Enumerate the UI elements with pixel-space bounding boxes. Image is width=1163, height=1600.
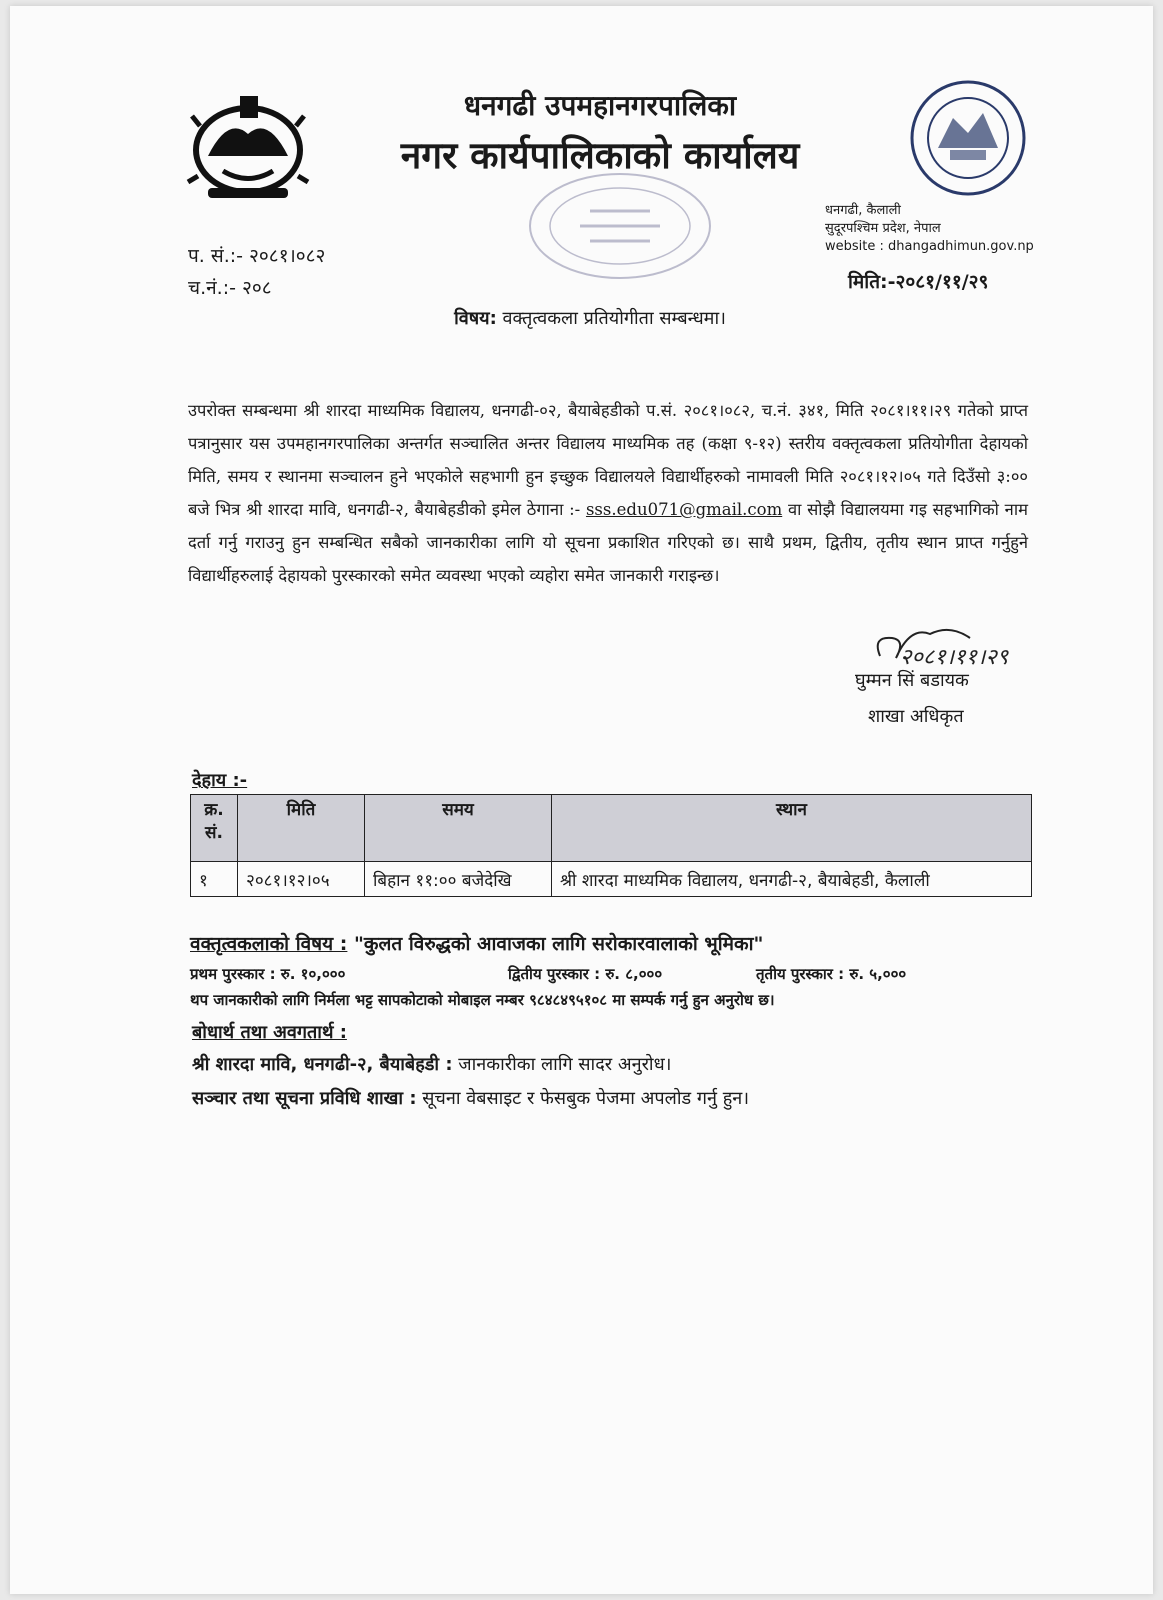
- signatory-name: घुम्मन सिं बडायक: [855, 670, 969, 691]
- col-venue: स्थान: [552, 795, 1032, 862]
- address-province: सुदूरपश्चिम प्रदेश, नेपाल: [825, 221, 941, 236]
- col-date: मिति: [238, 795, 365, 862]
- prize-first: प्रथम पुरस्कार : रु. १०,०००: [190, 965, 346, 983]
- subject-text: वक्तृत्वकला प्रतियोगीता सम्बन्धमा।: [502, 308, 726, 329]
- cell-time: बिहान ११:०० बजेदेखि: [365, 862, 552, 897]
- schedule-heading: देहाय :-: [192, 770, 248, 791]
- signatory-title: शाखा अधिकृत: [868, 706, 964, 727]
- office-name: नगर कार्यपालिकाको कार्यालय: [400, 134, 800, 177]
- contact-note: थप जानकारीको लागि निर्मला भट्ट सापकोटाको मोबाइल नम्बर ९८४८४९५१०८ मा सम्पर्क गर्नु हुन अनुरोध छ।: [190, 991, 775, 1009]
- address-city: धनगढी, कैलाली: [825, 203, 901, 218]
- handwritten-signature: [870, 616, 1070, 676]
- ref-number: प. सं.:- २०८१।०८२: [188, 245, 326, 267]
- subject-label: विषय:: [454, 308, 497, 329]
- office-address: [825, 202, 1034, 256]
- letter-page: [10, 6, 1153, 1594]
- reference-block: [188, 240, 325, 304]
- cell-serial: १: [191, 862, 238, 897]
- cc-item-it-text: सूचना वेबसाइट र फेसबुक पेजमा अपलोड गर्नु हुन।: [416, 1088, 750, 1109]
- municipal-seal-icon: [908, 78, 1028, 198]
- body-text-part1: उपरोक्त सम्बन्धमा श्री शारदा माध्यमिक विद्यालय, धनगढी-०२, बैयाबेहडीको प.सं. २०८१।०८२, च.नं. ३४१, मिति २०८१।११।२९ गतेको प्राप्त पत्रानुसार यस उपमहानगरपालिका अन्तर्गत सञ्चालित अन्तर विद्यालय माध्यमिक तह (कक्षा ९-१२) स्तरीय वक्तृत्वकला प्रतियोगीता देहायको मिति, समय र स्थानमा सञ्चालन हुने भएकोले सहभागी हुन इच्छुक विद्यालयले विद्यार्थीहरुको नामावली मिति २०८१।१२।०५ गते दिउँसो ३:०० बजे भित्र श्री शारदा मावि, धनगढी-२, बैयाबेहडीको इमेल ठेगाना :-: [188, 401, 1028, 519]
- cc-item-it-label: सञ्चार तथा सूचना प्रविधि शाखा :: [192, 1088, 417, 1109]
- cc-item-school-text: जानकारीका लागि सादर अनुरोध।: [452, 1054, 672, 1075]
- table-row: [191, 862, 1032, 897]
- speech-topic: [190, 930, 763, 956]
- office-stamp-icon: [520, 166, 720, 286]
- col-time: समय: [365, 795, 552, 862]
- website-text: website : dhangadhimun.gov.np: [825, 239, 1034, 254]
- letter-date: मिति:-२०८१/११/२९: [848, 271, 989, 293]
- cc-item-school-label: श्री शारदा मावि, धनगढी-२, बैयाबेहडी :: [192, 1054, 453, 1075]
- email-link[interactable]: sss.edu071@gmail.com: [585, 500, 783, 519]
- dispatch-number: च.नं.:- २०८: [188, 277, 272, 299]
- org-name: धनगढी उपमहानगरपालिका: [463, 89, 737, 122]
- signature-date-text: २०८१।११।२९: [900, 645, 1009, 670]
- table-header-row: [191, 795, 1032, 862]
- cc-item-school: [192, 1052, 672, 1076]
- speech-topic-text: "कुलत विरुद्धको आवाजका लागि सरोकारवालाको भूमिका": [347, 933, 764, 955]
- cell-venue: श्री शारदा माध्यमिक विद्यालय, धनगढी-२, बैयाबेहडी, कैलाली: [552, 862, 1032, 897]
- cell-date: २०८१।१२।०५: [238, 862, 365, 897]
- subject-line: [390, 306, 790, 330]
- prize-third: तृतीय पुरस्कार : रु. ५,०००: [756, 965, 907, 983]
- prize-second: द्वितीय पुरस्कार : रु. ८,०००: [508, 965, 663, 983]
- schedule-table: [190, 794, 1032, 897]
- body-text-part2: वा सोझै विद्यालयमा गइ सहभागिको नाम दर्ता गर्नु गराउनु हुन सम्बन्धित सबैको जानकारीका लागि यो सूचना प्रकाशित गरिएको छ। साथै प्रथम, द्वितीय, तृतीय स्थान प्राप्त गर्नुहुने विद्यार्थीहरुलाई देहायको पुरस्कारको समेत व्यवस्था भएको व्यहोरा समेत जानकारी गराइन्छ।: [188, 500, 1028, 585]
- letter-body: [188, 394, 1028, 592]
- nepal-emblem-icon: [178, 86, 318, 206]
- speech-topic-label: वक्तृत्वकलाको विषय :: [190, 933, 348, 955]
- cc-item-it-section: [192, 1086, 749, 1110]
- cc-heading: बोधार्थ तथा अवगतार्थ :: [192, 1022, 347, 1043]
- col-serial: क्र. सं.: [191, 795, 238, 862]
